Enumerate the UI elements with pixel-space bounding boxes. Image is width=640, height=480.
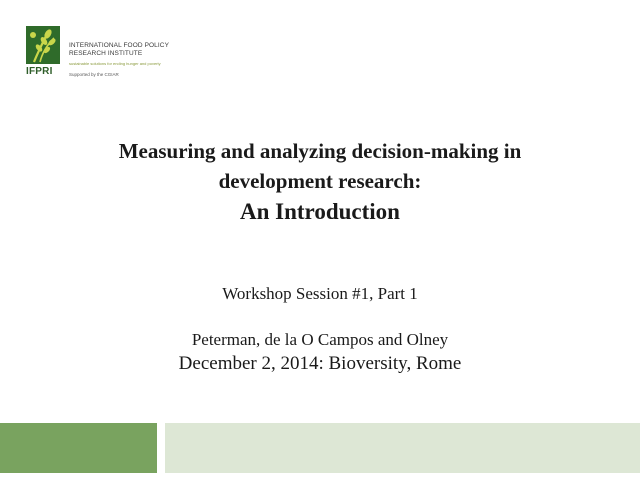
logo-institute-name: [69, 42, 169, 58]
wheat-sheaf-icon: [26, 26, 60, 64]
authors-line: Peterman, de la O Campos and Olney: [191, 330, 449, 349]
logo-name-line2: RESEARCH INSTITUTE: [69, 50, 143, 57]
logo-support-text: Supported by the CGIAR: [69, 72, 119, 77]
ifpri-logo: [26, 26, 206, 82]
slide-title: [40, 136, 600, 228]
logo-abbreviation: IFPRI: [26, 66, 53, 77]
title-line-2: development research:: [218, 169, 422, 193]
session-label: Workshop Session #1, Part 1: [222, 284, 418, 303]
logo-tagline: sustainable solutions for ending hunger and poverty: [69, 61, 161, 66]
date-venue-line: December 2, 2014: Bioversity, Rome: [178, 353, 462, 374]
title-subtitle: An Introduction: [240, 199, 400, 224]
footer-bar-right: [165, 423, 640, 473]
logo-name-line1: INTERNATIONAL FOOD POLICY: [69, 42, 170, 49]
footer-bar-left: [0, 423, 157, 473]
title-line-1: Measuring and analyzing decision-making in: [118, 139, 522, 163]
